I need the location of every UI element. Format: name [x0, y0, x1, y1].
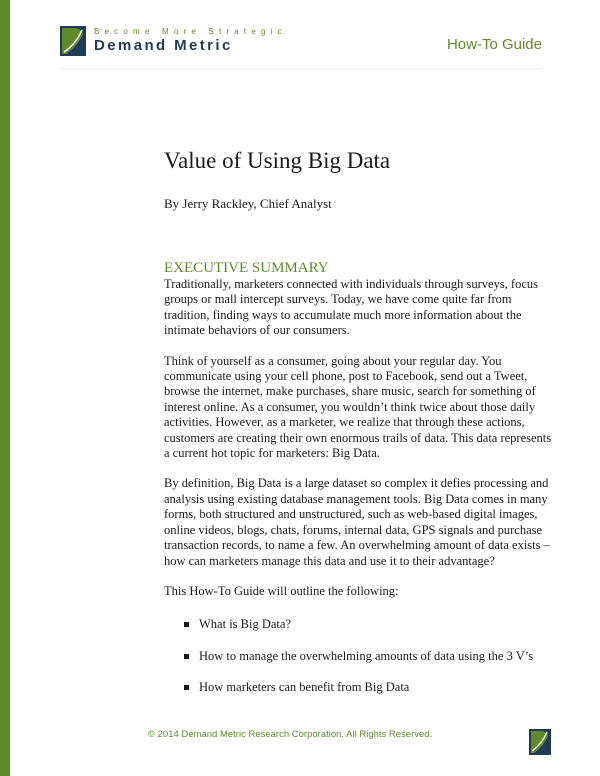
list-item: [164, 649, 554, 664]
bullet-icon: [184, 622, 189, 627]
logo-mark-icon: [60, 26, 86, 56]
document-body: [164, 146, 554, 712]
paragraph-2: Think of yourself as a consumer, going about your regular day. You communicate using your cell phone, post to Facebook, send out a Tweet, browse the internet, make purchases, share music, search for something of interest online. As a consumer, you wouldn’t think twice about those daily activities. However, as a marketer, we realize that through these actions, customers are creating their own enormous trails of data. This data represents a current hot topic for marketers: Big Data.: [164, 353, 552, 461]
paragraph-1: Traditionally, marketers connected with individuals through surveys, focus groups or mall intercept surveys. Today, we have come quite far from tradition, finding ways to accumulate much more information about the intimate behaviors of our consumers.: [164, 277, 539, 338]
demand-metric-logo[interactable]: [60, 24, 300, 60]
copyright-footer: © 2014 Demand Metric Research Corporation. All Rights Reserved.: [148, 729, 433, 740]
list-item: [164, 680, 554, 695]
page-title: Value of Using Big Data: [164, 148, 391, 173]
header-divider: [60, 68, 542, 69]
paragraph-3: By definition, Big Data is a large dataset so complex it defies processing and analysis using existing database management tools. Big Data comes in many forms, both structured and unstructured, such as web-based digital images, online videos, blogs, chats, forums, internal data, GPS signals and purchase transaction records, to name a few. An overwhelming amount of data exists – how can marketers manage this data and use it to their advantage?: [164, 476, 550, 568]
bullet-icon: [184, 685, 189, 690]
outline-intro: This How-To Guide will outline the following:: [164, 583, 399, 598]
logo-brand-name: Demand Metric: [94, 37, 233, 54]
bullet-icon: [184, 654, 189, 659]
list-item-text: How marketers can benefit from Big Data: [199, 680, 410, 695]
logo-tagline: Become More Strategic: [94, 27, 287, 36]
outline-list: [164, 617, 554, 695]
list-item-text: What is Big Data?: [199, 617, 291, 632]
footer-logo-icon: [529, 729, 551, 755]
document-type-label: How-To Guide: [446, 36, 542, 53]
section-heading: EXECUTIVE SUMMARY: [164, 260, 329, 276]
author-byline: By Jerry Rackley, Chief Analyst: [164, 196, 332, 211]
left-accent-bar: [0, 0, 10, 776]
list-item: [164, 617, 554, 632]
list-item-text: How to manage the overwhelming amounts of data using the 3 V’s: [199, 648, 534, 663]
